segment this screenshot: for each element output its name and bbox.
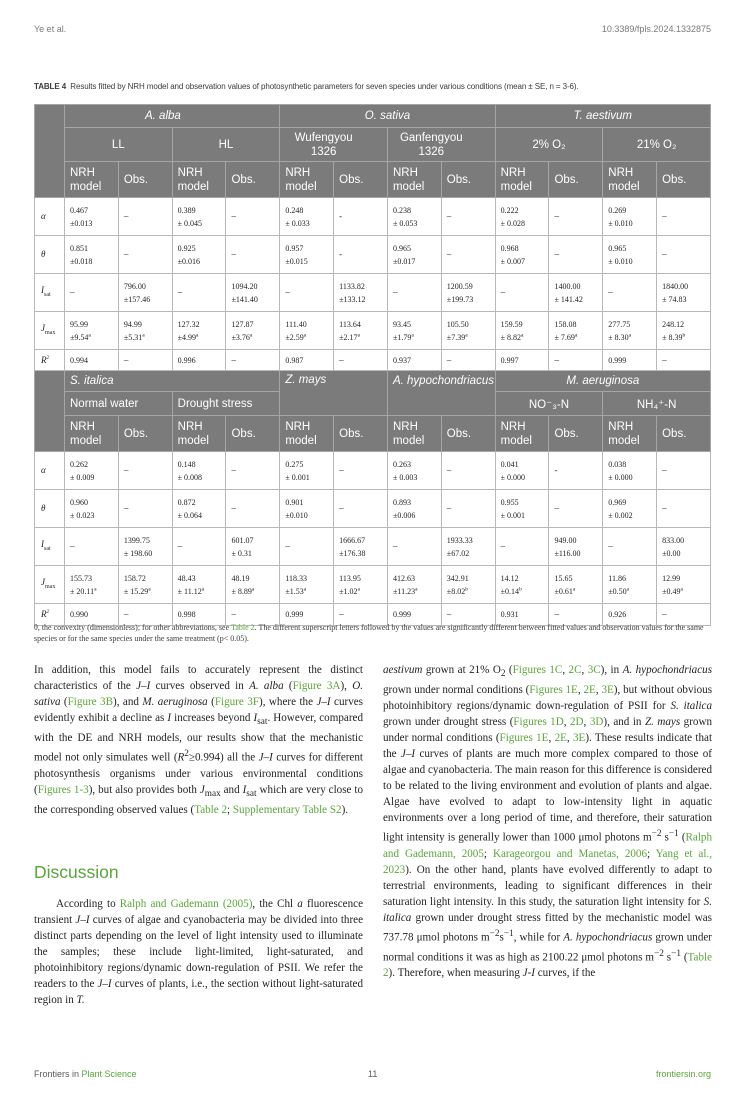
table-cell: – — [549, 490, 603, 528]
table-cell: 0.931 — [495, 604, 549, 626]
table-cell: – — [334, 350, 388, 371]
table-cell: 158.72 ± 15.29$^a$ — [118, 566, 172, 604]
row-label: $I_{sat}$ — [35, 528, 65, 566]
table-cell: 0.987 — [280, 350, 334, 371]
table-cell: 342.91 ±8.02$^b$ — [441, 566, 495, 604]
table-cell: 1933.33 ±67.02 — [441, 528, 495, 566]
sub-header-obs: Obs. — [118, 162, 172, 198]
species-header: Z. mays — [280, 371, 388, 416]
body-column-left: In addition, this model fails to accurately represent the distinct characteristics of the J–I curves observed in A. alba (Figure 3A), O. sativa (Figure 3B), and M. aeruginosa (Figure 3F), where the J–I curves evidently exhibit a decline as I increases beyond $I_{sat}$. However, compared with the DE and NRH models, our results show that the mechanistic model not only simulates well $(R^2\ge 0.994)$ all the J–I curves for different photosynthesis organisms under various environmental conditions (Figures 1-3), but also provides both $J_{max}$ and $I_{sat}$ which are very close to the corresponding observed values (Table 2; Supplementary Table S2). According to Ralph and Gademann (2005), the Chl a fluorescence transient J–I curves of algae and cyanobacteria may be divided into three distinct parts depending on the level of light intensity used to illuminate the samples; these include light-limited, light-saturated, and photoinhibitory regions/dynamic down-regulation of PSII. We refer the readers to the J–I curves of plants, i.e., the section without light-saturated region in T. — [34, 664, 364, 1007]
table-row — [35, 312, 711, 350]
table-cell: 94.99 ±5.31$^a$ — [118, 312, 172, 350]
table-cell: 0.960 ± 0.023 — [65, 490, 119, 528]
table-row — [35, 350, 711, 371]
condition-header: Drought stress — [172, 392, 280, 416]
table-cell: – — [441, 236, 495, 274]
sub-header-nrh-model: NRH model — [280, 416, 334, 452]
condition-header: 2% O₂ — [495, 128, 603, 162]
table-cell: 412.63 ±11.23$^a$ — [387, 566, 441, 604]
table-cell: 158.08 ± 7.69$^a$ — [549, 312, 603, 350]
table-cell: 0.999 — [280, 604, 334, 626]
table-row — [35, 274, 711, 312]
table-cell: 1094.20 ±141.40 — [226, 274, 280, 312]
table-cell: – — [387, 274, 441, 312]
table-cell: 127.32 ±4.99$^a$ — [172, 312, 226, 350]
table-cell: 0.968 ± 0.007 — [495, 236, 549, 274]
row-label: $J_{max}$ — [35, 312, 65, 350]
condition-header: LL — [65, 128, 173, 162]
table-cell: 95.99 ±9.54$^a$ — [65, 312, 119, 350]
table-cell: 48.19 ± 8.89$^a$ — [226, 566, 280, 604]
table-cell: – — [495, 528, 549, 566]
table-cell: – — [118, 490, 172, 528]
table-cell: 1400.00 ± 141.42 — [549, 274, 603, 312]
table-cell: 0.925 ±0.016 — [172, 236, 226, 274]
table-cell: – — [226, 604, 280, 626]
table-cell: – — [118, 198, 172, 236]
table-cell: 833.00 ±0.00 — [657, 528, 711, 566]
table-cell: – — [226, 350, 280, 371]
table-cell: 0.997 — [495, 350, 549, 371]
table-cell: 155.73 ± 20.11$^a$ — [65, 566, 119, 604]
condition-header: Normal water — [65, 392, 173, 416]
table-cell: – — [65, 274, 119, 312]
table-cell: 0.038 ± 0.000 — [603, 452, 657, 490]
table-cell: 277.75 ± 8.30$^a$ — [603, 312, 657, 350]
table-cell: 0.467 ±0.013 — [65, 198, 119, 236]
table-cell: 0.248 ± 0.033 — [280, 198, 334, 236]
table-cell: – — [657, 452, 711, 490]
table-cell: 0.148 ± 0.008 — [172, 452, 226, 490]
page-number: 11 — [368, 1069, 378, 1079]
table-cell: 15.65 ±0.61$^a$ — [549, 566, 603, 604]
table-cell: – — [226, 198, 280, 236]
table-cell: 0.990 — [65, 604, 119, 626]
table-cell: – — [657, 236, 711, 274]
table-cell: 14.12 ±0.14$^b$ — [495, 566, 549, 604]
sub-header-obs: Obs. — [334, 162, 388, 198]
table-cell: 105.50 ±7.39$^a$ — [441, 312, 495, 350]
table-cell: – — [657, 490, 711, 528]
table-cell: 1200.59 ±199.73 — [441, 274, 495, 312]
table-cell: 0.969 ± 0.002 — [603, 490, 657, 528]
species-header: A. alba — [65, 105, 280, 128]
row-label: $R^2$ — [35, 350, 65, 371]
table-cell: 0.937 — [387, 350, 441, 371]
table-cell: – — [172, 274, 226, 312]
condition-header: HL — [172, 128, 280, 162]
table-cell: – — [441, 350, 495, 371]
row-label: α — [35, 198, 65, 236]
table-cell: – — [280, 528, 334, 566]
table-cell: – — [118, 350, 172, 371]
sub-header-nrh-model: NRH model — [495, 162, 549, 198]
table-cell: 248.12 ± 8.39$^b$ — [657, 312, 711, 350]
table-cell: – — [441, 604, 495, 626]
table-cell: – — [334, 452, 388, 490]
sub-header-obs: Obs. — [441, 416, 495, 452]
table-cell: 0.999 — [387, 604, 441, 626]
table-cell: 1840.00 ± 74.83 — [657, 274, 711, 312]
table-cell: – — [118, 236, 172, 274]
table-cell: 0.262 ± 0.009 — [65, 452, 119, 490]
table-cell: 0.872 ± 0.064 — [172, 490, 226, 528]
table-cell: – — [387, 528, 441, 566]
table-cell: 0.999 — [603, 350, 657, 371]
table-cell: 0.994 — [65, 350, 119, 371]
species-header: S. italica — [65, 371, 280, 392]
discussion-heading: Discussion — [34, 862, 119, 882]
sub-header-nrh-model: NRH model — [65, 162, 119, 198]
sub-header-nrh-model: NRH model — [495, 416, 549, 452]
table-cell: – — [549, 198, 603, 236]
table-cell: – — [549, 236, 603, 274]
table-cell: 118.33 ±1.53$^a$ — [280, 566, 334, 604]
table-cell: – — [226, 452, 280, 490]
table-cell: 0.893 ±0.006 — [387, 490, 441, 528]
table-cell: 0.222 ± 0.028 — [495, 198, 549, 236]
row-label: θ — [35, 236, 65, 274]
table-cell: – — [657, 604, 711, 626]
table-cell: 0.275 ± 0.001 — [280, 452, 334, 490]
sub-header-obs: Obs. — [441, 162, 495, 198]
table-cell: – — [280, 274, 334, 312]
table-cell: - — [334, 198, 388, 236]
species-header: T. aestivum — [495, 105, 710, 128]
table-cell: 0.041 ± 0.000 — [495, 452, 549, 490]
table-cell: 0.263 ± 0.003 — [387, 452, 441, 490]
sub-header-nrh-model: NRH model — [603, 162, 657, 198]
table-cell: 0.998 — [172, 604, 226, 626]
table-cell: 0.965 ± 0.010 — [603, 236, 657, 274]
table-cell: – — [441, 198, 495, 236]
table-cell: 1399.75 ± 198.60 — [118, 528, 172, 566]
table-cell: 0.955 ± 0.001 — [495, 490, 549, 528]
sub-header-nrh-model: NRH model — [172, 162, 226, 198]
table-cell: 159.59 ± 8.82$^a$ — [495, 312, 549, 350]
species-header: M. aeruginosa — [495, 371, 710, 392]
sub-header-obs: Obs. — [657, 416, 711, 452]
table-cell: 113.64 ±2.17$^a$ — [334, 312, 388, 350]
table-row — [35, 198, 711, 236]
table-cell: – — [65, 528, 119, 566]
table-cell: 0.996 — [172, 350, 226, 371]
sub-header-nrh-model: NRH model — [603, 416, 657, 452]
table-cell: 0.957 ±0.015 — [280, 236, 334, 274]
table-caption: TABLE 4 Results fitted by NRH model and observation values of photosynthetic parameters for seven species under various conditions (mean ± SE, n = 3-6). — [34, 82, 579, 91]
table-cell: – — [441, 490, 495, 528]
table-cell: - — [549, 452, 603, 490]
table-cell: 1666.67 ±176.38 — [334, 528, 388, 566]
table-cell: – — [441, 452, 495, 490]
table-cell: 0.901 ±0.010 — [280, 490, 334, 528]
sub-header-obs: Obs. — [657, 162, 711, 198]
table-cell: – — [603, 274, 657, 312]
table-cell: 11.86 ±0.50$^a$ — [603, 566, 657, 604]
condition-header: 21% O₂ — [603, 128, 711, 162]
table-cell: 0.926 — [603, 604, 657, 626]
condition-header: Wufengyou 1326 — [280, 128, 388, 162]
table-cell: 12.99 ±0.49$^a$ — [657, 566, 711, 604]
sub-header-obs: Obs. — [334, 416, 388, 452]
table-cell: – — [657, 350, 711, 371]
table-cell: 601.07 ± 0.31 — [226, 528, 280, 566]
row-label: $I_{sat}$ — [35, 274, 65, 312]
table-row — [35, 566, 711, 604]
condition-header: NO⁻₃-N — [495, 392, 603, 416]
table-cell: – — [657, 198, 711, 236]
table-cell: – — [226, 236, 280, 274]
table-cell: - — [334, 236, 388, 274]
table-cell: – — [549, 350, 603, 371]
table-cell: – — [334, 604, 388, 626]
table-row — [35, 490, 711, 528]
table-cell: 93.45 ±1.79$^a$ — [387, 312, 441, 350]
table-cell: 0.965 ±0.017 — [387, 236, 441, 274]
table-cell: – — [118, 604, 172, 626]
table-cell: 127.87 ±3.76$^a$ — [226, 312, 280, 350]
table-cell: – — [172, 528, 226, 566]
table-cell: – — [603, 528, 657, 566]
table-cell: – — [118, 452, 172, 490]
sub-header-obs: Obs. — [226, 162, 280, 198]
table-row — [35, 528, 711, 566]
sub-header-nrh-model: NRH model — [172, 416, 226, 452]
footer-website[interactable]: frontiersin.org — [655, 1069, 711, 1079]
table-footnote: θ, the convexity (dimensionless); for other abbreviations, see Table 2. The different superscript letters followed by the values are significantly different between fitted values and observation values for the same species or for the same species under the same treatment (p< 0.05). — [34, 623, 704, 643]
body-column-right: aestivum grown at 21% $O_2$ (Figures 1C, 2C, 3C), in A. hypochondriacus grown under normal conditions (Figures 1E, 2E, 3E), but without obvious photoinhibitory regions/dynamic down-regulation of PSII for S. italica grown under drought stress (Figures 1D, 2D, 3D), and in Z. mays grown under normal conditions (Figures 1E, 2E, 3E). These results indicate that the J–I curves of plants are much more complex compared to those of algae and cyanobacteria. The main reason for this difference is considered to be related to the living environment and evolution of plants and algae. Algae have evolved to adapt to low-intensity light in aquatic environments over a long period of time, and therefore, their saturation light intensity is generally lower than 1000 μmol photons $m^{-2}$ $s^{-1}$ (Ralph and Gademann, 2005; Karageorgou and Manetas, 2006; Yang et al., 2023). On the other hand, plants have evolved differently to adapt to terrestrial environments, leading to significant differences in their saturation light intensity. In this study, the saturation light intensity for S. italica grown under drought stress fitted by the mechanistic model was 737.78 μmol photons $m^{-2}s^{-1}$, while for A. hypochondriacus grown under normal conditions it was as high as 2100.22 μmol photons $m^{-2}$ $s^{-1}$ (Table 2). Therefore, when measuring J-I curves, if the — [383, 664, 713, 980]
row-label: $R^2$ — [35, 604, 65, 626]
sub-header-nrh-model: NRH model — [387, 416, 441, 452]
running-header-doi: 10.3389/fpls.2024.1332875 — [601, 24, 711, 34]
sub-header-obs: Obs. — [226, 416, 280, 452]
table-header-corner — [35, 371, 65, 452]
table-cell: – — [495, 274, 549, 312]
sub-header-obs: Obs. — [549, 416, 603, 452]
table-cell: – — [334, 490, 388, 528]
species-header: O. sativa — [280, 105, 495, 128]
table-cell: 0.389 ± 0.045 — [172, 198, 226, 236]
table-cell: 0.238 ± 0.053 — [387, 198, 441, 236]
table-row — [35, 452, 711, 490]
sub-header-obs: Obs. — [549, 162, 603, 198]
row-label: θ — [35, 490, 65, 528]
table-row — [35, 236, 711, 274]
sub-header-nrh-model: NRH model — [65, 416, 119, 452]
table-cell: – — [226, 490, 280, 528]
sub-header-nrh-model: NRH model — [387, 162, 441, 198]
table-cell: 113.95 ±1.02$^a$ — [334, 566, 388, 604]
photosynthesis-parameter-table — [34, 104, 711, 626]
table-cell: 949.00 ±116.00 — [549, 528, 603, 566]
table-cell: 0.851 ±0.018 — [65, 236, 119, 274]
table-cell: 1133.82 ±133.12 — [334, 274, 388, 312]
table-cell: – — [549, 604, 603, 626]
table-header-corner — [35, 105, 65, 198]
species-header: A. hypochondriacus — [387, 371, 495, 416]
running-header-authors: Ye et al. — [34, 24, 67, 34]
footer-journal: Frontiers in Plant Science — [34, 1069, 137, 1079]
table-cell: 0.269 ± 0.010 — [603, 198, 657, 236]
row-label: $J_{max}$ — [35, 566, 65, 604]
condition-header: NH₄⁺-N — [603, 392, 711, 416]
table-cell: 111.40 ±2.59$^a$ — [280, 312, 334, 350]
condition-header: Ganfengyou 1326 — [387, 128, 495, 162]
sub-header-nrh-model: NRH model — [280, 162, 334, 198]
sub-header-obs: Obs. — [118, 416, 172, 452]
table-cell: 796.00 ±157.46 — [118, 274, 172, 312]
row-label: α — [35, 452, 65, 490]
table-cell: 48.43 ± 11.12$^a$ — [172, 566, 226, 604]
